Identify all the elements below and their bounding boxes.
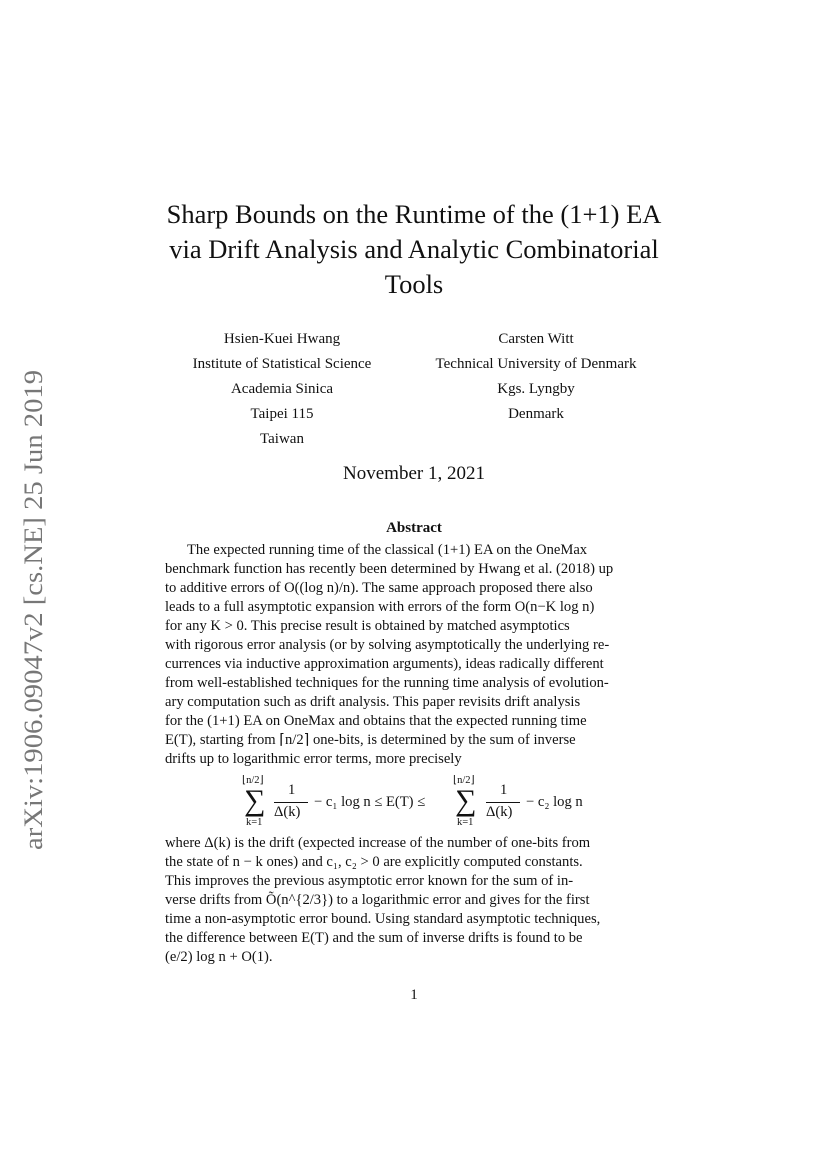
author-affiliation-line: Institute of Statistical Science bbox=[192, 356, 372, 372]
author-affiliation-line: Academia Sinica bbox=[230, 381, 334, 397]
sum-symbol: ∑ bbox=[455, 784, 477, 817]
sum-lower-limit: k=1 bbox=[246, 817, 263, 828]
author-name: Carsten Witt bbox=[498, 331, 574, 347]
author-affiliation-line: Kgs. Lyngby bbox=[497, 381, 575, 397]
paper-title bbox=[100, 197, 728, 302]
abstract-line: the state of n − k ones) and c₁, c₂ > 0 are explicitly computed constants. bbox=[165, 854, 583, 870]
abstract-line: benchmark function has recently been determined by Hwang et al. (2018) up bbox=[165, 561, 614, 577]
author-affiliation-line: Taiwan bbox=[260, 431, 304, 447]
paper-date: November 1, 2021 bbox=[343, 463, 485, 484]
abstract-line: drifts up to logarithmic error terms, more precisely bbox=[165, 751, 462, 767]
fraction-bar bbox=[274, 802, 308, 803]
display-formula bbox=[230, 774, 630, 830]
abstract-line: (e/2) log n + O(1). bbox=[165, 949, 273, 965]
abstract-line: where Δ(k) is the drift (expected increase of the number of one-bits from bbox=[165, 835, 591, 851]
abstract-line: for any K > 0. This precise result is obtained by matched asymptotics bbox=[165, 618, 570, 634]
abstract-paragraph bbox=[165, 541, 665, 769]
arxiv-stamp-text: arXiv:1906.09047v2 [cs.NE] 25 Jun 2019 bbox=[18, 405, 48, 850]
abstract-line: ary computation such as drift analysis. This paper revisits drift analysis bbox=[165, 694, 581, 710]
abstract-line: for the (1+1) EA on OneMax and obtains that the expected running time bbox=[165, 713, 587, 729]
fraction-denominator: Δ(k) bbox=[486, 804, 513, 820]
abstract-line: currences via inductive approximation arguments), ideas radically different bbox=[165, 656, 604, 672]
sum-upper-limit: ⌊n/2⌋ bbox=[242, 775, 264, 786]
author-block bbox=[410, 327, 662, 427]
abstract-line: the difference between E(T) and the sum of inverse drifts is found to be bbox=[165, 930, 583, 946]
abstract-line: verse drifts from Õ(n^{2/3}) to a logarithmic error and gives for the first bbox=[165, 892, 590, 908]
title-line: Sharp Bounds on the Runtime of the (1+1) EA bbox=[166, 199, 662, 229]
sum-upper-limit: ⌊n/2⌋ bbox=[453, 775, 475, 786]
abstract-line: leads to a full asymptotic expansion with errors of the form O(n−K log n) bbox=[165, 599, 595, 615]
formula-tail: − c₂ log n bbox=[526, 794, 583, 810]
abstract-paragraph bbox=[165, 834, 665, 967]
fraction-numerator: 1 bbox=[288, 782, 296, 798]
abstract-line: The expected running time of the classical (1+1) EA on the OneMax bbox=[187, 542, 588, 558]
abstract-line: time a non-asymptotic error bound. Using standard asymptotic techniques, bbox=[165, 911, 601, 927]
author-affiliation-line: Denmark bbox=[508, 406, 564, 422]
title-line: via Drift Analysis and Analytic Combinatorial bbox=[169, 234, 659, 264]
fraction-bar bbox=[486, 802, 520, 803]
author-block bbox=[168, 327, 396, 452]
author-affiliation-line: Taipei 115 bbox=[250, 406, 314, 422]
abstract-line: E(T), starting from ⌈n/2⌉ one-bits, is determined by the sum of inverse bbox=[165, 732, 576, 748]
abstract-line: to additive errors of O((log n)/n). The same approach proposed there also bbox=[165, 580, 593, 596]
page-number: 1 bbox=[410, 987, 418, 1003]
fraction-denominator: Δ(k) bbox=[274, 804, 301, 820]
abstract-line: from well-established techniques for the running time analysis of evolution- bbox=[165, 675, 609, 691]
formula-middle: − c₁ log n ≤ E(T) ≤ bbox=[314, 794, 426, 810]
sum-symbol: ∑ bbox=[244, 784, 266, 817]
abstract-line: This improves the previous asymptotic error known for the sum of in- bbox=[165, 873, 574, 889]
title-line: Tools bbox=[384, 269, 444, 299]
sum-lower-limit: k=1 bbox=[457, 817, 474, 828]
author-name: Hsien-Kuei Hwang bbox=[223, 331, 341, 347]
fraction-numerator: 1 bbox=[500, 782, 508, 798]
abstract-line: with rigorous error analysis (or by solving asymptotically the underlying re- bbox=[165, 637, 610, 653]
author-affiliation-line: Technical University of Denmark bbox=[435, 356, 637, 372]
arxiv-side-stamp bbox=[10, 368, 52, 850]
abstract-heading: Abstract bbox=[386, 520, 442, 536]
